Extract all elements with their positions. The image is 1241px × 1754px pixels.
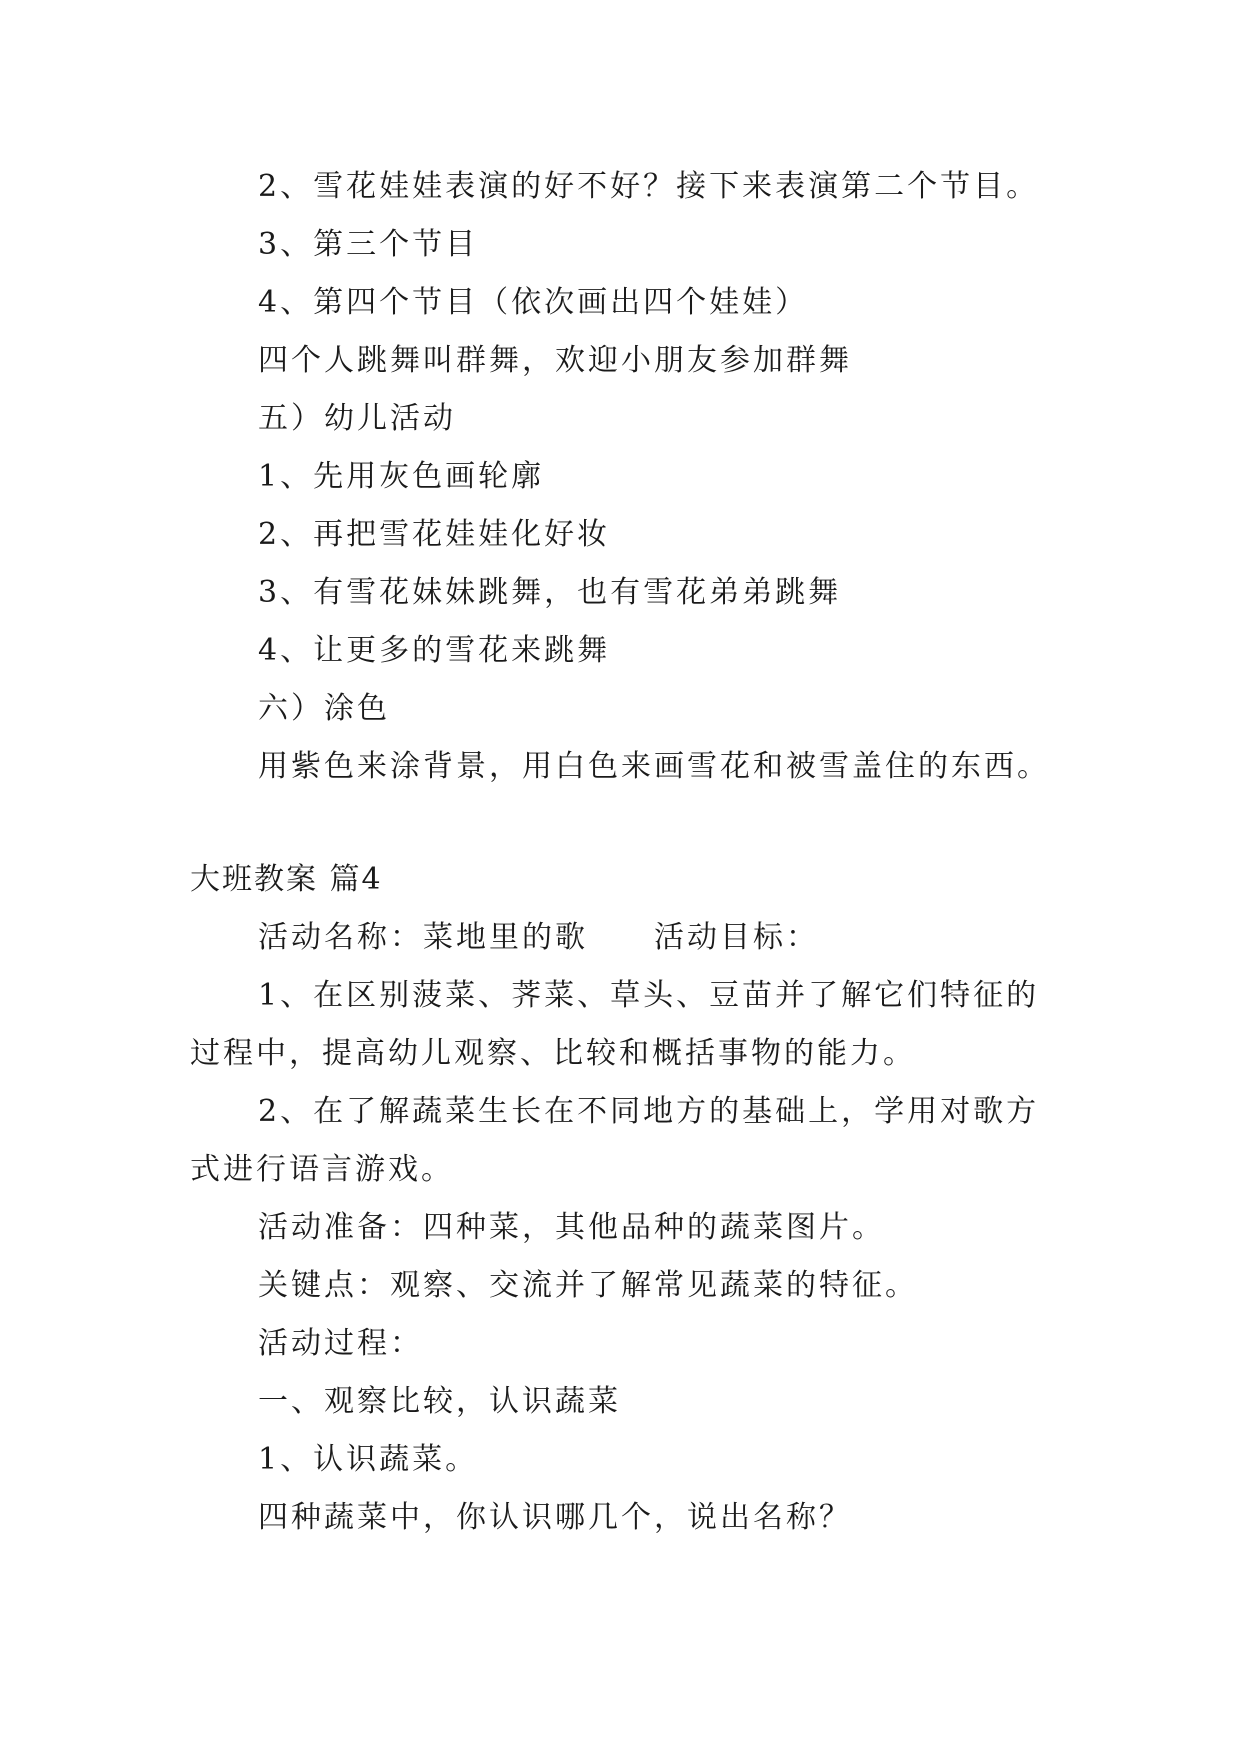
paragraph-line: 3、第三个节目	[258, 227, 479, 262]
paragraph-line: 1、先用灰色画轮廓	[258, 459, 545, 494]
paragraph-line: 关键点：观察、交流并了解常见蔬菜的特征。	[258, 1268, 918, 1303]
paragraph-line: 四个人跳舞叫群舞，欢迎小朋友参加群舞	[258, 343, 852, 378]
paragraph-line: 过程中，提高幼儿观察、比较和概括事物的能力。	[190, 1036, 916, 1071]
paragraph-line: 一、观察比较，认识蔬菜	[258, 1384, 621, 1419]
paragraph-line: 1、认识蔬菜。	[258, 1442, 479, 1477]
paragraph-line: 3、有雪花妹妹跳舞，也有雪花弟弟跳舞	[258, 575, 842, 610]
section-heading: 大班教案 篇4	[190, 862, 383, 897]
paragraph-line: 2、雪花娃娃表演的好不好？接下来表演第二个节目。	[258, 169, 1040, 204]
paragraph-line: 活动过程：	[258, 1326, 423, 1361]
paragraph-line: 式进行语言游戏。	[190, 1152, 454, 1187]
paragraph-line: 六）涂色	[258, 691, 390, 726]
paragraph-line: 四种蔬菜中，你认识哪几个，说出名称？	[258, 1500, 852, 1535]
paragraph-line: 4、第四个节目（依次画出四个娃娃）	[258, 285, 809, 320]
paragraph-line: 1、在区别菠菜、荠菜、草头、豆苗并了解它们特征的	[258, 978, 1040, 1013]
paragraph-line: 活动准备：四种菜，其他品种的蔬菜图片。	[258, 1210, 885, 1245]
paragraph-line: 五）幼儿活动	[258, 401, 456, 436]
paragraph-line: 2、在了解蔬菜生长在不同地方的基础上，学用对歌方	[258, 1094, 1040, 1129]
paragraph-line: 2、再把雪花娃娃化好妆	[258, 517, 611, 552]
paragraph-line: 用紫色来涂背景，用白色来画雪花和被雪盖住的东西。	[258, 749, 1050, 784]
paragraph-line: 活动名称：菜地里的歌 活动目标：	[258, 920, 819, 955]
paragraph-line: 4、让更多的雪花来跳舞	[258, 633, 611, 668]
